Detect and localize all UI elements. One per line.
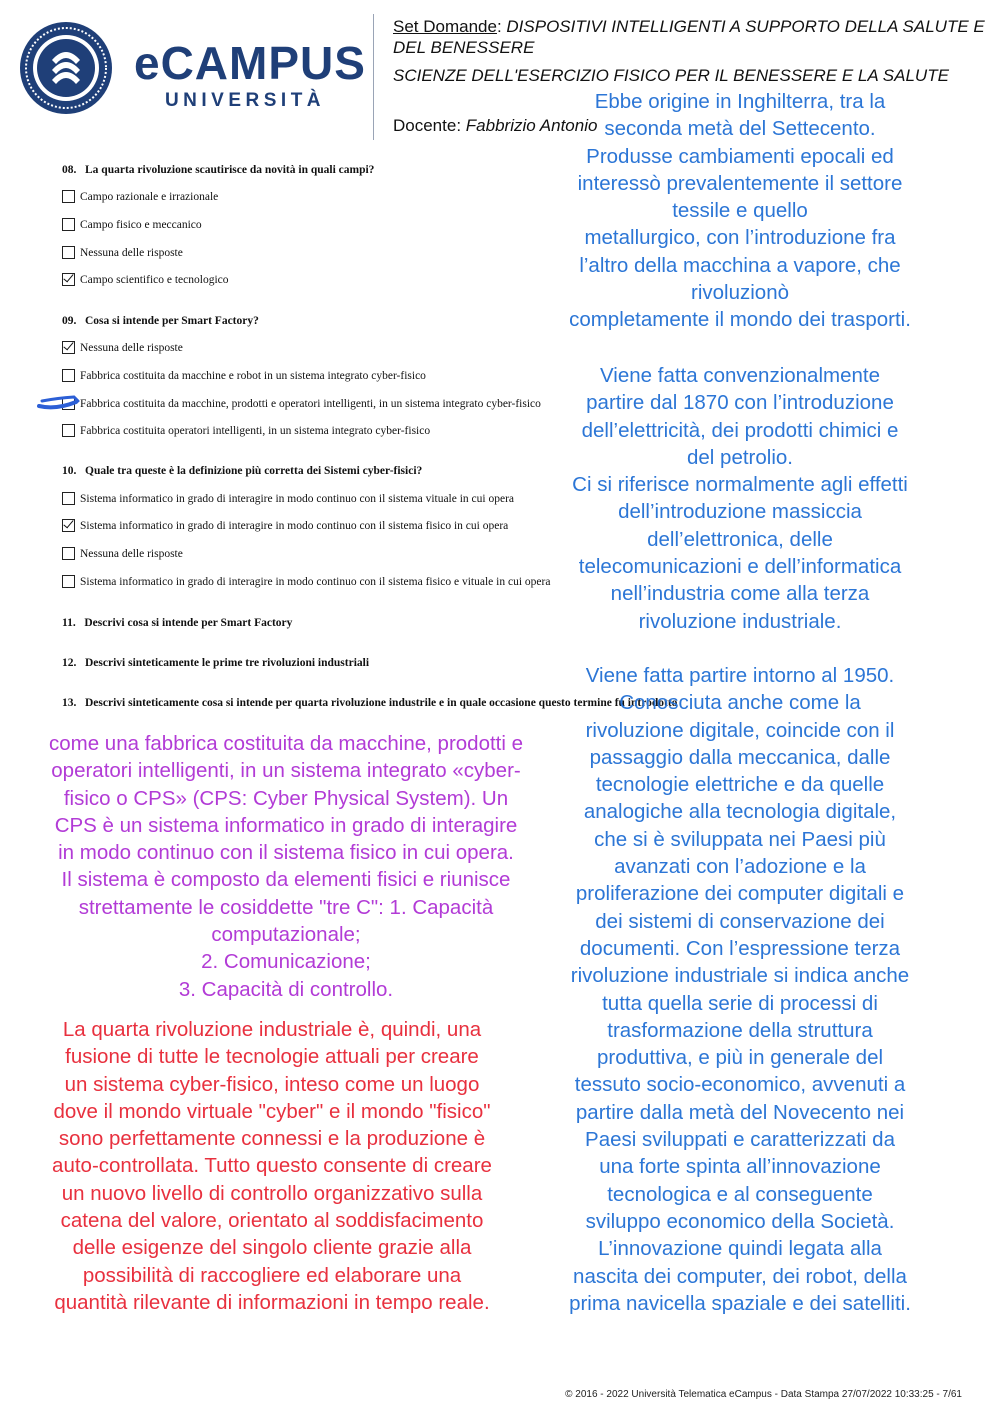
- question-text: La quarta rivoluzione scautirisce da novità in quali campi?: [85, 164, 375, 176]
- pen-arrow-icon: [36, 392, 82, 414]
- docente-name: Fabbrizio Antonio: [465, 116, 598, 135]
- question-number: 12.: [62, 657, 77, 669]
- q10-option-1[interactable]: [62, 492, 514, 505]
- checkbox[interactable]: [62, 246, 75, 259]
- checkbox[interactable]: [62, 575, 75, 588]
- q10-option-3[interactable]: [62, 547, 183, 560]
- checkbox[interactable]: [62, 369, 75, 382]
- checkbox-checked[interactable]: [62, 519, 75, 532]
- q09-option-1[interactable]: [62, 341, 183, 354]
- question-text: Descrivi cosa si intende per Smart Factory: [84, 617, 293, 629]
- option-label: Campo razionale e irrazionale: [80, 190, 219, 203]
- note-third-revolution: Viene fatta partire intorno al 1950. Conosciuta anche come la rivoluzione digitale, coincide con il passaggio dalla meccanica, dalle tecnologie elettriche e da quelle analogiche alla tecnologia digitale, che si è sviluppata nei Paesi più avanzati con l’adozione e la proliferazione dei computer digitali e dei sistemi di conservazione dei documenti. Con l’espressione terza rivoluzione industriale si indica anche tutta quella serie di processi di trasformazione della struttura produttiva, e più in generale del tessuto socio-economico, avvenuti a partire dalla metà del Novecento nei Paesi sviluppati e caratterizzati da una forte spinta all’innovazione tecnologica e al conseguente sviluppo economico della Società. L’innovazione quindi legata alla nascita dei computer, dei robot, della prima navicella spaziale e dei satelliti.: [569, 664, 911, 1315]
- ecampus-seal-logo: [18, 20, 114, 116]
- checkbox[interactable]: [62, 218, 75, 231]
- question-number: 13.: [62, 697, 77, 709]
- set-label: Set Domande: [393, 17, 497, 36]
- q08-option-1[interactable]: [62, 190, 218, 203]
- header-divider: [373, 14, 374, 140]
- q08-option-3[interactable]: [62, 246, 183, 259]
- option-label: Nessuna delle risposte: [80, 246, 183, 259]
- checkbox-checked[interactable]: [62, 341, 75, 354]
- set-title: DISPOSITIVI INTELLIGENTI A SUPPORTO DELLA SALUTE E DEL BENESSERE: [393, 17, 985, 57]
- page-footer: © 2016 - 2022 Università Telematica eCampus - Data Stampa 27/07/2022 10:33:25 - 7/61: [565, 1389, 962, 1400]
- checkbox[interactable]: [62, 424, 75, 437]
- checkbox[interactable]: [62, 492, 75, 505]
- note-first-revolution: Ebbe origine in Inghilterra, tra la seconda metà del Settecento. Produsse cambiamenti epocali ed interessò prevalentemente il settore tessile e quello metallurgico, con l’introduzione fra l’altro della macchina a vapore, che rivoluzionò completamente il mondo dei trasporti.: [569, 90, 911, 332]
- set-domande-line: Set Domande: DISPOSITIVI INTELLIGENTI A SUPPORTO DELLA SALUTE E DEL BENESSERE: [393, 17, 985, 57]
- checkbox-checked[interactable]: [62, 273, 75, 286]
- checkbox[interactable]: [62, 547, 75, 560]
- q08-option-4[interactable]: [62, 273, 229, 286]
- seal-icon: [18, 20, 114, 116]
- question-number: 08.: [62, 164, 77, 176]
- question-text: Quale tra queste è la definizione più corretta dei Sistemi cyber-fisici?: [85, 465, 423, 477]
- question-number: 09.: [62, 315, 77, 327]
- q09-option-2[interactable]: [62, 369, 426, 382]
- question-number: 10.: [62, 465, 77, 477]
- checkbox[interactable]: [62, 190, 75, 203]
- option-label: Fabbrica costituita operatori intelligenti, in un sistema integrato cyber-fisico: [80, 424, 431, 437]
- q10-option-2[interactable]: [62, 519, 508, 532]
- option-label: Sistema informatico in grado di interagire in modo continuo con il sistema fisico in cui opera: [80, 519, 509, 532]
- option-label: Nessuna delle risposte: [80, 341, 183, 354]
- logo-subtitle: UNIVERSITÀ: [164, 90, 326, 111]
- option-label: Campo fisico e meccanico: [80, 218, 202, 231]
- q09-option-3[interactable]: [62, 397, 541, 410]
- option-label: Sistema informatico in grado di interagire in modo continuo con il sistema vituale in cui opera: [80, 492, 515, 505]
- question-09: [62, 315, 259, 327]
- logo-brand: eCAMPUS: [134, 37, 366, 89]
- note-smart-factory: come una fabbrica costituita da macchine, prodotti e operatori intelligenti, in un sistema integrato «cyber- fisico o CPS» (CPS: Cyber Physical System). Un CPS è un sistema informatico in grado di interagire in modo continuo con il sistema fisico in cui opera. Il sistema è composto da elementi fisici e riunisce strettamente le cosiddette "tre C": 1. Capacità computazionale; 2. Comunicazione; 3. Capacità di controllo.: [48, 732, 524, 1001]
- q08-option-2[interactable]: [62, 218, 202, 231]
- course-title: SCIENZE DELL'ESERCIZIO FISICO PER IL BENESSERE E LA SALUTE: [393, 66, 949, 85]
- option-label: Fabbrica costituita da macchine e robot in un sistema integrato cyber-fisico: [80, 369, 426, 382]
- question-text: Descrivi sinteticamente le prime tre rivoluzioni industriali: [85, 657, 370, 669]
- option-label: Fabbrica costituita da macchine, prodotti e operatori intelligenti, in un sistema integrato cyber-fisico: [80, 397, 541, 410]
- note-fourth-revolution: La quarta rivoluzione industriale è, quindi, una fusione di tutte le tecnologie attuali per creare un sistema cyber-fisico, inteso come un luogo dove il mondo virtuale "cyber" e il mondo "fisico" sono perfettamente connessi e la produzione è auto-controllata. Tutto questo consente di creare un nuovo livello di controllo organizzativo sulla catena del valore, orientato al soddisfacimento delle esigenze del singolo cliente grazie alla possibilità di raccogliere ed elaborare una quantità rilevante di informazioni in tempo reale.: [52, 1018, 492, 1314]
- option-label: Campo scientifico e tecnologico: [80, 273, 229, 286]
- question-10: [62, 465, 422, 477]
- question-text: Cosa si intende per Smart Factory?: [85, 315, 259, 327]
- option-label: Sistema informatico in grado di interagire in modo continuo con il sistema fisico e vituale in cui opera: [80, 575, 551, 588]
- ecampus-wordmark: [134, 37, 366, 112]
- question-text: Descrivi sinteticamente cosa si intende per quarta rivoluzione industrile e in quale occasione questo termine fu introdotto: [85, 697, 678, 709]
- note-second-revolution: Viene fatta convenzionalmente partire dal 1870 con l’introduzione dell’elettricità, dei prodotti chimici e del petrolio. Ci si riferisce normalmente agli effetti dell’introduzione massiccia dell’elettronica, delle telecomunicazioni e dell’informatica nell’industria come alla terza rivoluzione industriale.: [572, 364, 908, 633]
- q09-option-4[interactable]: [62, 424, 430, 437]
- question-11: [62, 617, 292, 629]
- question-number: 11.: [62, 617, 76, 629]
- docente-label: Docente:: [393, 116, 462, 135]
- question-08: [62, 164, 374, 176]
- q10-option-4[interactable]: [62, 575, 550, 588]
- question-12: [62, 657, 369, 669]
- option-label: Nessuna delle risposte: [80, 547, 183, 560]
